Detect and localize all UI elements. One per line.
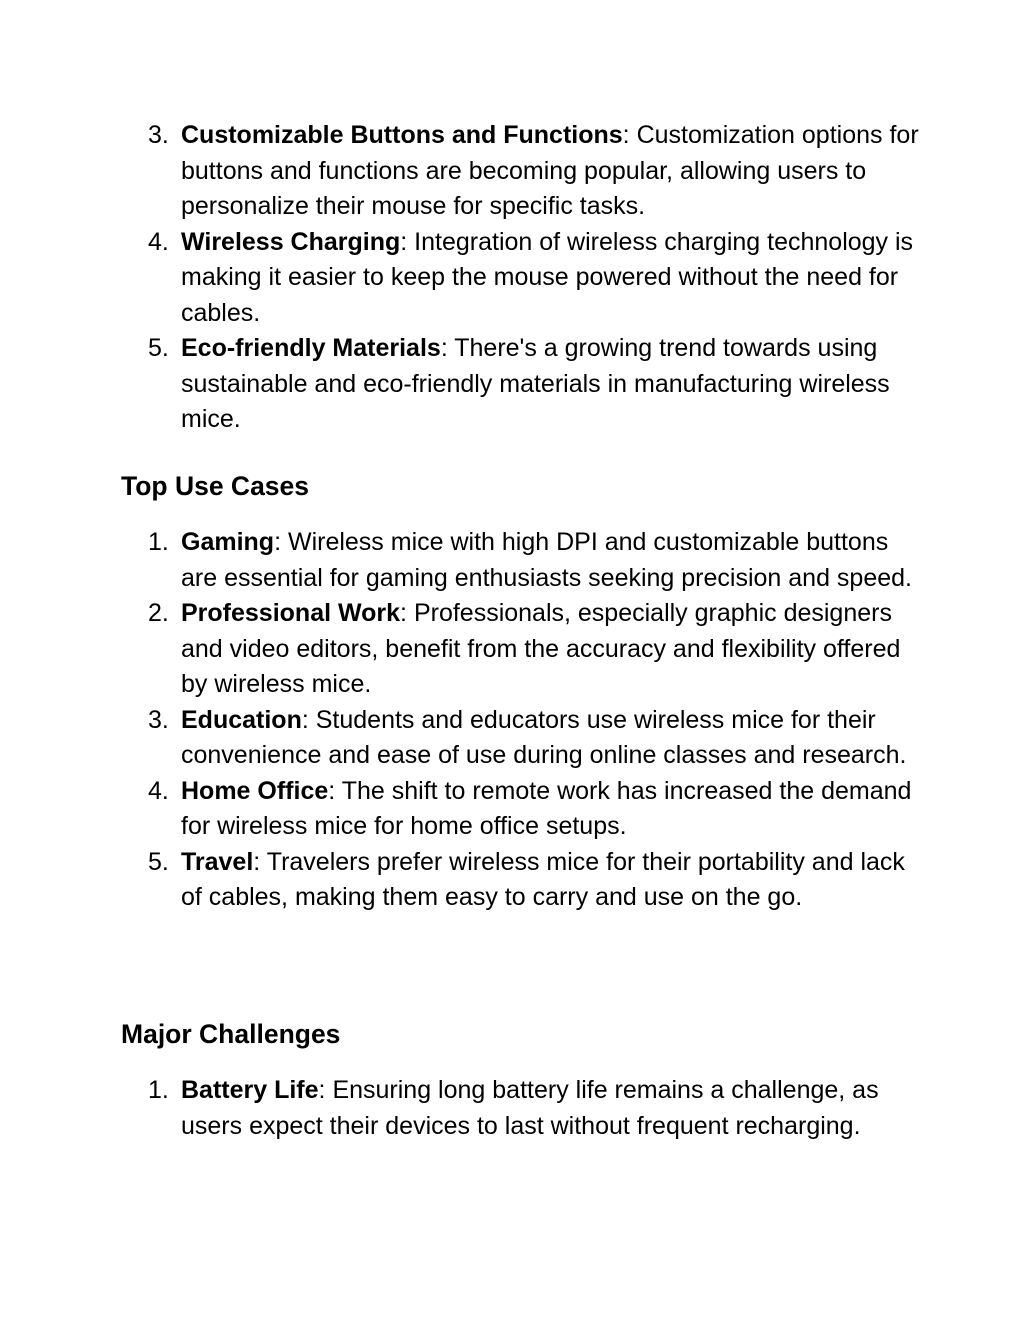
list-text: : Travelers prefer wireless mice for their portability and lack of cables, making them easy to carry and use on the go. [181,847,905,911]
list-text: : Professionals, especially graphic designers and video editors, benefit from the accuracy and flexibility offered by wireless mice. [181,599,901,698]
list-number: 3. [148,705,169,734]
trends-list [122,118,922,438]
list-term: Education [181,705,302,734]
list-number: 1. [148,528,169,556]
list-text: : Integration of wireless charging technology is making it easier to keep the mouse powered without the need for cables. [181,227,914,327]
list-item [122,703,922,774]
list-term: Wireless Charging [181,227,401,256]
list-text: : Ensuring long battery life remains a challenge, as users expect their devices to last without frequent recharging. [181,1076,879,1140]
list-number: 4. [148,776,169,805]
list-text: : Wireless mice with high DPI and customizable buttons are essential for gaming enthusiasts seeking precision and speed. [181,528,912,592]
section-heading-use-cases: Top Use Cases [121,471,310,501]
list-item [122,225,922,332]
list-number: 1. [148,1076,169,1104]
list-item [122,118,922,225]
list-term: Professional Work [181,599,401,627]
list-term: Home Office [181,776,329,805]
section-heading-challenges: Major Challenges [121,1019,341,1049]
list-number: 2. [148,599,169,627]
list-term: Travel [181,847,254,876]
list-term: Gaming [181,528,275,556]
list-text: : There's a growing trend towards using sustainable and eco-friendly materials in manufacturing wireless mice. [181,334,890,433]
list-text: : Students and educators use wireless mice for their convenience and ease of use during online classes and research. [181,705,907,769]
list-item [122,596,922,703]
list-term: Battery Life [181,1076,319,1104]
list-number: 5. [148,847,169,876]
list-number: 3. [148,121,169,149]
list-text: : The shift to remote work has increased the demand for wireless mice for home office setups. [181,776,912,840]
list-number: 5. [148,334,169,362]
list-number: 4. [148,227,169,256]
use-cases-list [122,525,922,916]
list-item [122,845,922,916]
list-item [122,774,922,845]
list-item [122,525,922,596]
list-term: Eco-friendly Materials [181,334,441,362]
challenges-list [122,1073,922,1144]
list-item [122,1073,922,1144]
list-text: : Customization options for buttons and functions are becoming popular, allowing users to personalize their mouse for specific tasks. [181,121,919,220]
list-term: Customizable Buttons and Functions [181,121,623,149]
list-item [122,331,922,438]
